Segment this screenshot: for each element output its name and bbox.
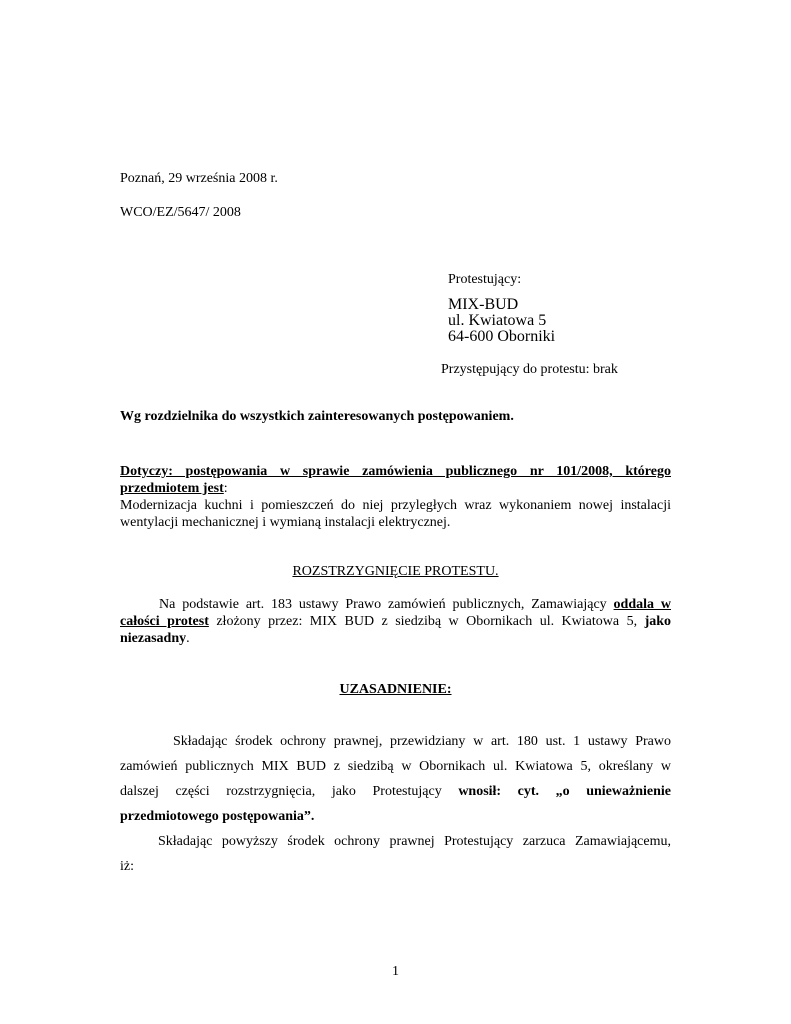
justification-line-3: [120, 779, 671, 804]
reference-number: WCO/EZ/5647/ 2008: [120, 205, 241, 220]
resolution-verdict-2: niezasadny: [120, 631, 187, 646]
recipient-label: Protestujący:: [448, 272, 522, 287]
recipient-street: ul. Kwiatowa 5: [448, 312, 547, 329]
resolution-line-1: [120, 596, 671, 613]
justification-text-3: dalszej części rozstrzygnięcia, jako Protestujący: [120, 784, 442, 799]
resolution-text-1: Na podstawie art. 183 ustawy Prawo zamówień publicznych, Zamawiający: [159, 597, 607, 612]
recipient-block: [448, 297, 555, 345]
justification-line-2: zamówień publicznych MIX BUD z siedzibą w Obornikach ul. Kwiatowa 5, określany w: [120, 759, 671, 774]
resolution-decision-1: oddala w: [613, 597, 671, 612]
resolution-block: [120, 596, 671, 647]
subject-line-1: Dotyczy: postępowania w sprawie zamówienia publicznego nr 101/2008, którego: [120, 464, 671, 479]
page-number: 1: [392, 964, 399, 979]
subject-line-2: [120, 480, 671, 497]
resolution-period: .: [186, 631, 190, 646]
justification-line-4: przedmiotowego postępowania”.: [120, 809, 315, 824]
resolution-title: ROZSTRZYGNIĘCIE PROTESTU.: [292, 564, 499, 579]
justification-block: [120, 729, 671, 879]
subject-heading: przedmiotem jest: [120, 481, 224, 496]
justification-quote-1: wnosił: cyt. „o unieważnienie: [458, 784, 671, 799]
justification-line-5: Składając powyższy środek ochrony prawnej Protestujący zarzuca Zamawiającemu,: [158, 834, 671, 849]
distribution-note: Wg rozdzielnika do wszystkich zainteresowanych postępowaniem.: [120, 409, 514, 424]
subject-line-3: Modernizacja kuchni i pomieszczeń do niej przyległych wraz wykonaniem nowej instalacji: [120, 498, 671, 513]
justification-line-1: Składając środek ochrony prawnej, przewidziany w art. 180 ust. 1 ustawy Prawo: [173, 734, 671, 749]
recipient-name: MIX-BUD: [448, 296, 519, 313]
joining-party: Przystępujący do protestu: brak: [441, 362, 618, 377]
justification-title: UZASADNIENIE:: [339, 682, 452, 697]
subject-block: [120, 463, 671, 531]
resolution-line-3: [120, 630, 671, 647]
resolution-decision-2: całości protest: [120, 614, 209, 629]
subject-line-4: wentylacji mechanicznej i wymianą instalacji elektrycznej.: [120, 515, 451, 530]
justification-line-6: iż:: [120, 859, 134, 874]
recipient-city: 64-600 Oborniki: [448, 328, 556, 345]
subject-colon: :: [223, 481, 228, 496]
resolution-line-2: [120, 613, 671, 630]
resolution-text-2: złożony przez: MIX BUD z siedzibą w Obornikach ul. Kwiatowa 5,: [208, 614, 638, 629]
resolution-verdict-1: jako: [644, 614, 672, 629]
place-date: Poznań, 29 września 2008 r.: [120, 171, 278, 186]
